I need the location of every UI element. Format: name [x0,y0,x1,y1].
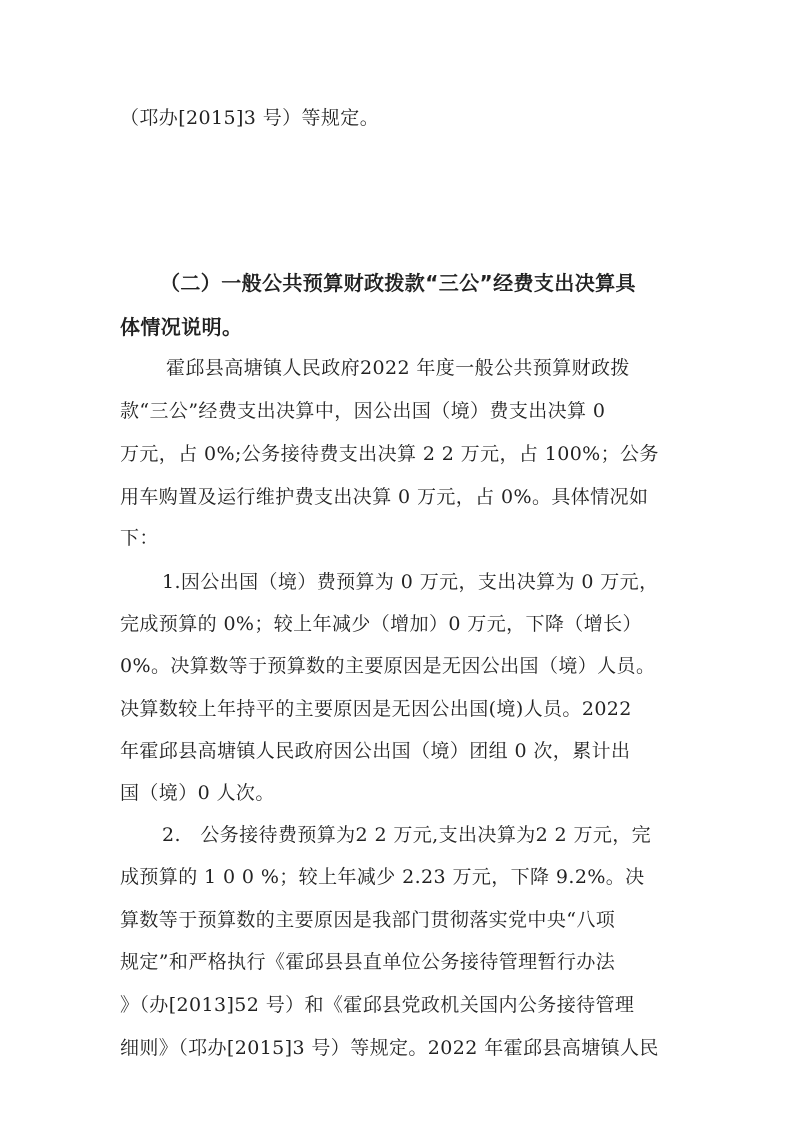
org-name: 高塘镇人民 [561,1037,659,1059]
para1-line3: 万元，占 0%;公务接待费支出决算 2 2 万元，占 100%；公务 [120,443,659,465]
para3-text: 贯彻落实党中央“八项 [430,909,616,931]
para3-line3 [120,908,615,932]
carryover-text: （邛办[2015]3 号）等规定。 [120,107,380,129]
para2-line4: 决算数较上年持平的主要原因是无因公出国(境)人员。2022 [120,698,632,720]
para2-line3: 0%。决算数等于预算数的主要原因是无因公出国（境）人员。 [120,655,656,677]
para2-line6: 国（境）0 人次。 [120,782,275,804]
para1-line1 [166,356,630,380]
para3-text: 算数等于预算数的主要原因是我 [120,909,392,931]
para1-line5: 下： [120,527,159,549]
para2-line2: 完成预算的 0%；较上年减少（增加）0 万元，下降（增长） [120,613,642,635]
para2-line1: 1.因公出国（境）费预算为 0 万元，支出决算为 0 万元， [162,571,659,593]
para3-line6 [120,1036,659,1060]
org-name: 高塘镇人民政府 [224,357,361,379]
para2-text: 因公出国（境）团组 0 次，累计出 [333,740,631,762]
para1-line2: 款“三公”经费支出决算中，因公出国（境）费支出决算 0 [120,400,606,422]
para2-prefix: 年霍邱县 [120,740,198,762]
para3-line2: 成预算的 1 0 0 %；较上年减少 2.23 万元，下降 9.2%。决 [120,866,645,888]
section-heading-line2: 体情况说明。 [120,315,243,339]
department-word: 部门 [391,909,431,931]
para3-line5: 》（办[2013]52 号）和《霍邱县党政机关国内公务接待管理 [120,994,635,1016]
org-name: 高塘镇人民政府 [197,740,334,762]
para3-text: 细则》（邛办[2015]3 号）等规定。2022 年霍邱县 [120,1037,562,1059]
para3-line4: 规定”和严格执行《霍邱县县直单位公务接待管理暂行办法 [120,951,616,973]
para2-line5 [120,739,630,763]
county-name: 霍邱县 [166,357,225,379]
para1-text: 2022 年度一般公共预算财政拨 [360,357,630,379]
section-heading-line1: （二）一般公共预算财政拨款“三公”经费支出决算具 [160,271,636,295]
para1-line4: 用车购置及运行维护费支出决算 0 万元，占 0%。具体情况如 [120,486,649,508]
para3-line1: 2. 公务接待费预算为2 2 万元,支出决算为2 2 万元，完 [162,824,652,846]
